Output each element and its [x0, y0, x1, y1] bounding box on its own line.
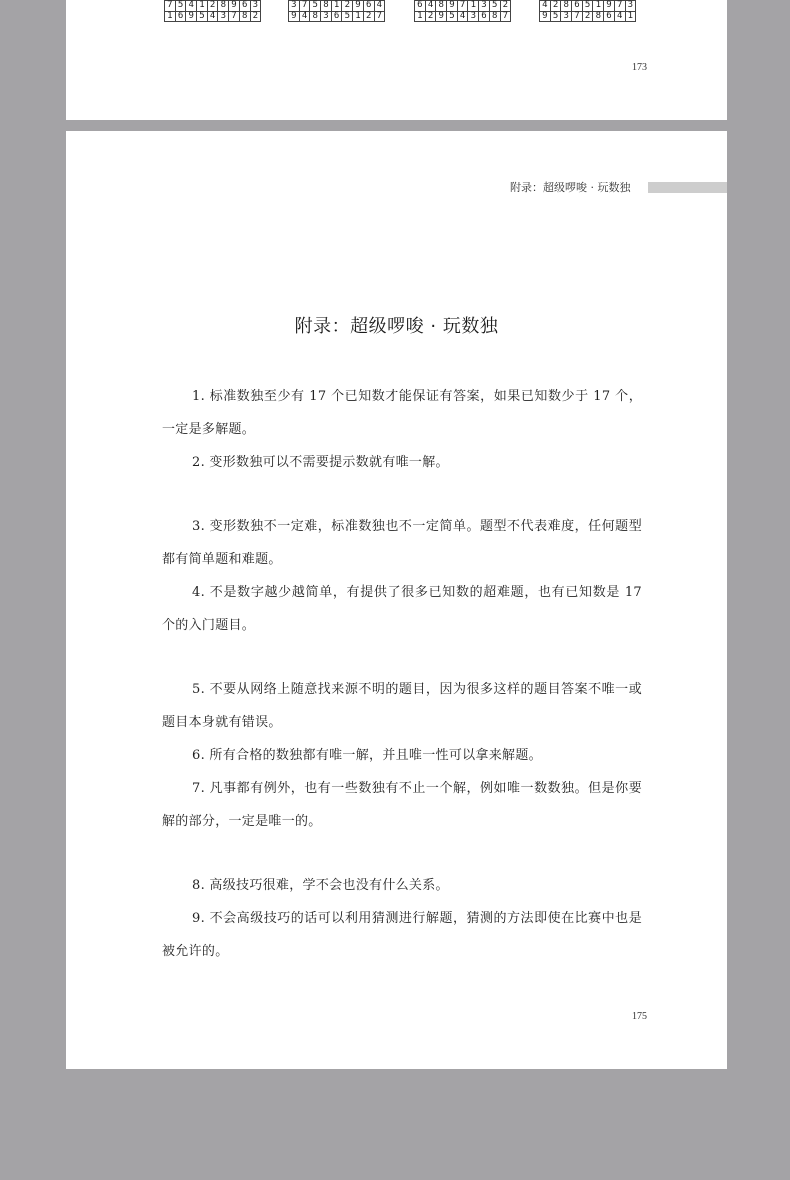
sudoku-cell: 6: [364, 0, 375, 11]
sudoku-cell: 6: [415, 0, 426, 11]
appendix-point: 3. 变形数独不一定难，标准数独也不一定简单。题型不代表难度，任何题型都有简单题和难题。: [162, 519, 642, 567]
sudoku-cell: 7: [165, 0, 176, 11]
sudoku-cell: 9: [436, 11, 447, 22]
sudoku-cell: 3: [561, 11, 572, 22]
appendix-point: 7. 凡事都有例外，也有一些数独有不止一个解，例如唯一数数独。但是你要解的部分，一定是唯一的。: [162, 781, 642, 829]
page-number: 173: [632, 62, 647, 73]
sudoku-cell: 9: [289, 11, 300, 22]
sudoku-answer-strip: [164, 0, 261, 22]
sudoku-cell: 8: [240, 11, 251, 22]
sudoku-cell: 2: [501, 0, 512, 11]
sudoku-cell: 4: [300, 11, 311, 22]
sudoku-cell: 9: [540, 11, 551, 22]
sudoku-cell: 1: [353, 11, 364, 22]
sudoku-cell: 5: [447, 11, 458, 22]
sudoku-cell: 6: [572, 0, 583, 11]
header-decorative-bar: [648, 182, 727, 193]
appendix-point: 6. 所有合格的数独都有唯一解，并且唯一性可以拿来解题。: [192, 748, 542, 763]
sudoku-cell: 7: [458, 0, 469, 11]
sudoku-cell: 2: [551, 0, 562, 11]
appendix-point: 4. 不是数字越少越简单，有提供了很多已知数的超难题，也有已知数是 17 个的入门题目。: [162, 585, 642, 633]
sudoku-answer-strip: [539, 0, 636, 22]
current-book-page: [66, 131, 727, 1069]
sudoku-cell: 8: [490, 11, 501, 22]
sudoku-cell: 9: [229, 0, 240, 11]
sudoku-cell: 8: [218, 0, 229, 11]
sudoku-cell: 8: [436, 0, 447, 11]
sudoku-cell: 4: [615, 11, 626, 22]
sudoku-cell: 9: [353, 0, 364, 11]
sudoku-cell: 5: [490, 0, 501, 11]
sudoku-cell: 9: [186, 11, 197, 22]
sudoku-cell: 5: [197, 11, 208, 22]
sudoku-cell: 1: [626, 11, 637, 22]
sudoku-cell: 3: [289, 0, 300, 11]
sudoku-cell: 8: [321, 0, 332, 11]
appendix-content: [162, 380, 642, 968]
sudoku-cell: 6: [332, 11, 343, 22]
sudoku-cell: 6: [176, 11, 187, 22]
sudoku-cell: 4: [540, 0, 551, 11]
sudoku-cell: 2: [251, 11, 262, 22]
sudoku-answer-strip: [414, 0, 511, 22]
running-header: 附录：超级啰唆 · 玩数独: [510, 181, 631, 194]
sudoku-cell: 7: [375, 11, 386, 22]
sudoku-cell: 4: [208, 11, 219, 22]
sudoku-cell: 9: [604, 0, 615, 11]
sudoku-cell: 5: [176, 0, 187, 11]
sudoku-cell: 2: [208, 0, 219, 11]
sudoku-cell: 7: [501, 11, 512, 22]
sudoku-cell: 1: [332, 0, 343, 11]
sudoku-cell: 5: [583, 0, 594, 11]
sudoku-cell: 1: [165, 11, 176, 22]
sudoku-cell: 7: [229, 11, 240, 22]
appendix-point: 2. 变形数独可以不需要提示数就有唯一解。: [192, 455, 449, 470]
sudoku-cell: 7: [300, 0, 311, 11]
sudoku-cell: 4: [186, 0, 197, 11]
sudoku-cell: 6: [479, 11, 490, 22]
sudoku-cell: 3: [218, 11, 229, 22]
sudoku-cell: 3: [251, 0, 262, 11]
appendix-point: 9. 不会高级技巧的话可以利用猜测进行解题，猜测的方法即使在比赛中也是被允许的。: [162, 911, 642, 959]
sudoku-cell: 1: [468, 0, 479, 11]
sudoku-cell: 1: [415, 11, 426, 22]
sudoku-cell: 7: [615, 0, 626, 11]
sudoku-cell: 3: [468, 11, 479, 22]
sudoku-cell: 8: [593, 11, 604, 22]
page-number: 175: [632, 1011, 647, 1022]
sudoku-cell: 8: [310, 11, 321, 22]
previous-book-page: [66, 0, 727, 120]
sudoku-cell: 2: [364, 11, 375, 22]
sudoku-cell: 4: [458, 11, 469, 22]
sudoku-cell: 4: [375, 0, 386, 11]
sudoku-cell: 2: [426, 11, 437, 22]
sudoku-cell: 3: [321, 11, 332, 22]
sudoku-answer-strip: [288, 0, 385, 22]
sudoku-cell: 9: [447, 0, 458, 11]
sudoku-cell: 4: [426, 0, 437, 11]
sudoku-cell: 1: [593, 0, 604, 11]
sudoku-cell: 1: [197, 0, 208, 11]
appendix-point: 8. 高级技巧很难，学不会也没有什么关系。: [192, 878, 449, 893]
sudoku-cell: 5: [342, 11, 353, 22]
sudoku-cell: 2: [583, 11, 594, 22]
sudoku-cell: 2: [342, 0, 353, 11]
chapter-title: 附录：超级啰唆 · 玩数独: [294, 316, 499, 337]
sudoku-cell: 6: [604, 11, 615, 22]
appendix-point: 5. 不要从网络上随意找来源不明的题目，因为很多这样的题目答案不唯一或题目本身就有错误。: [162, 682, 642, 730]
sudoku-cell: 6: [240, 0, 251, 11]
sudoku-cell: 3: [479, 0, 490, 11]
sudoku-cell: 5: [551, 11, 562, 22]
sudoku-cell: 5: [310, 0, 321, 11]
appendix-point: 1. 标准数独至少有 17 个已知数才能保证有答案，如果已知数少于 17 个，一定是多解题。: [162, 389, 642, 437]
sudoku-cell: 8: [561, 0, 572, 11]
sudoku-cell: 3: [626, 0, 637, 11]
sudoku-cell: 7: [572, 11, 583, 22]
